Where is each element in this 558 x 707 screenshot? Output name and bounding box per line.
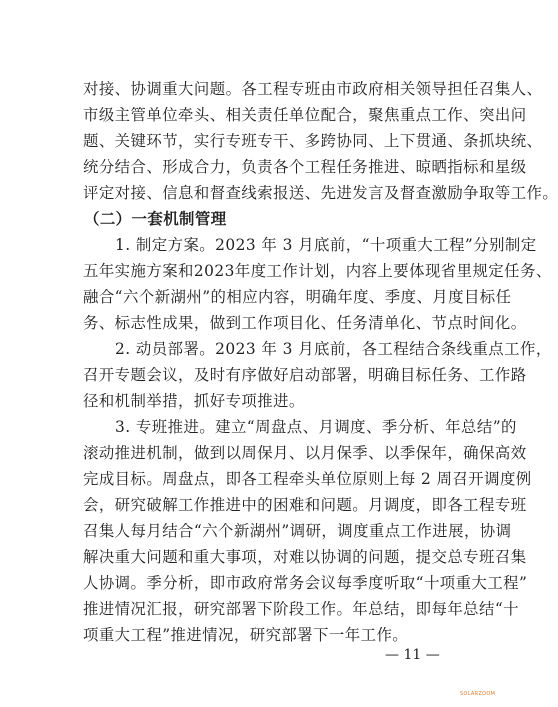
body-line-2: 市级主管单位牵头、相关责任单位配合，聚焦重点工作、突出问 [83,106,527,124]
body-line-10: 务、标志性成果，做到工作项目化、任务清单化、节点时间化。 [83,314,527,332]
body-line-14: 3. 专班推进。建立“周盘点、月调度、季分析、年总结”的 [115,418,517,436]
body-line-12: 召开专题会议，及时有序做好启动部署，明确目标任务、工作路 [83,366,527,384]
body-line-17: 会，研究破解工作推进中的困难和问题。月调度，即各工程专班 [83,496,527,514]
body-line-8: 五年实施方案和2023年度工作计划，内容上要体现省里规定任务、 [83,262,552,280]
body-line-22: 项重大工程”推进情况，研究部署下一年工作。 [83,626,409,644]
body-line-13: 径和机制举措，抓好专项推进。 [83,392,305,410]
section-heading: （二）一套机制管理 [84,210,227,228]
watermark-logo: SOLARZOOM [460,691,496,697]
body-line-18: 召集人每月结合“六个新湖州”调研，调度重点工作进展，协调 [83,522,512,540]
body-line-1: 对接、协调重大问题。各工程专班由市政府相关领导担任召集人、 [83,80,543,98]
body-line-19: 解决重大问题和重大事项，对难以协调的问题，提交总专班召集 [83,548,527,566]
body-line-3: 题、关键环节，实行专班专干、多跨协同、上下贯通、条抓块统、 [83,132,543,150]
page-number: — 11 — [385,647,440,663]
body-line-21: 推进情况汇报，研究部署下阶段工作。年总结，即每年总结“十 [83,600,520,618]
body-line-20: 人协调。季分析，即市政府常务会议每季度听取“十项重大工程” [83,574,528,592]
body-line-16: 完成目标。周盘点，即各工程牵头单位原则上每 2 周召开调度例 [83,470,532,488]
body-line-7: 1. 制定方案。2023 年 3 月底前，“十项重大工程”分别制定 [115,236,537,254]
body-line-5: 评定对接、信息和督查线索报送、先进发言及督查激励争取等工作。 [83,184,558,202]
body-line-9: 融合“六个新湖州”的相应内容，明确年度、季度、月度目标任 [83,288,512,306]
body-line-15: 滚动推进机制，做到以周保月、以月保季、以季保年，确保高效 [83,444,527,462]
body-line-11: 2. 动员部署。2023 年 3 月底前，各工程结合条线重点工作， [115,340,552,358]
body-line-4: 统分结合、形成合力，负责各个工程任务推进、晾晒指标和星级 [83,158,527,176]
